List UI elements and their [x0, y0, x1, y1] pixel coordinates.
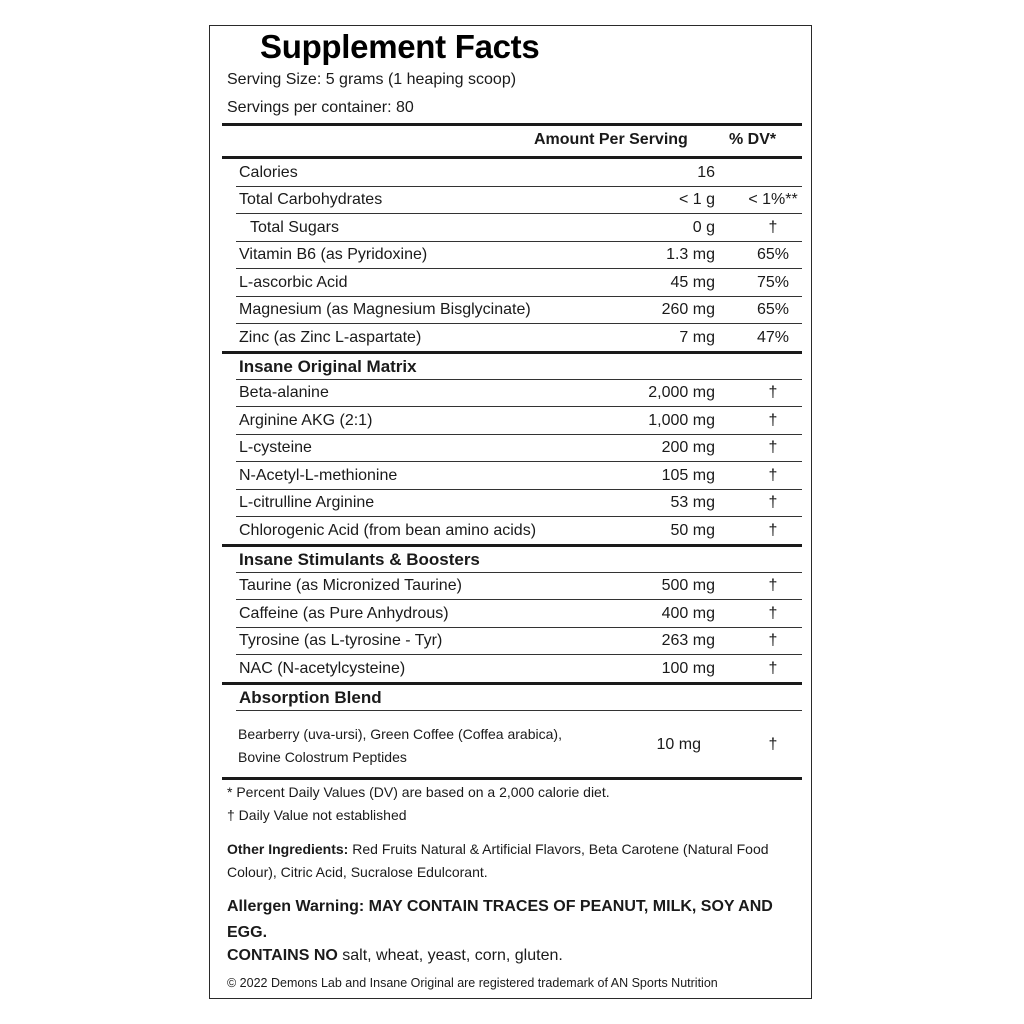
matrix-row	[236, 490, 801, 516]
blend-line-1: Bearberry (uva-ursi), Green Coffee (Coffea arabica),	[238, 726, 562, 742]
section-title-blend: Absorption Blend	[239, 688, 382, 707]
rule-thick-top	[222, 123, 802, 126]
blend-dv: †	[768, 736, 778, 753]
ingredient-amount: 500 mg	[661, 577, 715, 594]
servings-per-container: Servings per container: 80	[227, 99, 414, 116]
section-title-matrix: Insane Original Matrix	[239, 357, 417, 376]
nutrient-dv: 47%	[756, 329, 790, 346]
row-divider	[236, 654, 802, 655]
header-dv: % DV*	[729, 131, 777, 148]
allergen-label: Allergen Warning:	[227, 898, 365, 915]
nutrient-dv: 65%	[756, 246, 790, 263]
stimulant-row	[236, 628, 801, 654]
row-divider	[236, 213, 802, 214]
ingredient-dv: †	[768, 522, 778, 539]
nutrient-amount: 260 mg	[661, 301, 715, 318]
ingredient-name: Beta-alanine	[239, 384, 329, 401]
nutrient-name: Total Carbohydrates	[239, 191, 383, 208]
copyright-notice: © 2022 Demons Lab and Insane Original are registered trademark of AN Sports Nutrition	[227, 976, 718, 990]
ingredient-name: Arginine AKG (2:1)	[239, 412, 373, 429]
blend-line-2: Bovine Colostrum Peptides	[238, 749, 407, 765]
stimulant-row	[236, 573, 801, 599]
matrix-row	[236, 463, 801, 489]
ingredient-amount: 105 mg	[661, 467, 715, 484]
stimulant-row	[236, 601, 801, 627]
row-divider	[236, 323, 802, 324]
ingredient-name: Caffeine (as Pure Anhydrous)	[239, 605, 449, 622]
ingredient-name: Taurine (as Micronized Taurine)	[239, 577, 462, 594]
nutrient-name: Magnesium (as Magnesium Bisglycinate)	[239, 301, 531, 318]
nutrient-amount: 45 mg	[670, 274, 715, 291]
row-divider	[236, 268, 802, 269]
nutrient-amount: 16	[697, 164, 715, 181]
ingredient-name: N-Acetyl-L-methionine	[239, 467, 398, 484]
contains-no-label: CONTAINS NO	[227, 947, 338, 964]
blend-ingredients	[238, 723, 562, 769]
rule-thick-header	[222, 156, 802, 159]
ingredient-dv: †	[768, 660, 778, 677]
nutrient-name: Vitamin B6 (as Pyridoxine)	[239, 246, 428, 263]
nutrient-name: Calories	[239, 164, 298, 181]
row-divider	[236, 516, 802, 517]
other-ingredients-text: Red Fruits Natural & Artificial Flavors, Beta Carotene (Natural Food Colour), Citric Acid, Sucralose Edulcorant.	[227, 841, 769, 880]
ingredient-dv: †	[768, 494, 778, 511]
allergen-warning	[227, 894, 802, 946]
nutrient-row-vitamin-b6	[236, 242, 801, 268]
serving-size: Serving Size: 5 grams (1 heaping scoop)	[227, 71, 517, 88]
footnote-dv: * Percent Daily Values (DV) are based on a 2,000 calorie diet.	[227, 784, 610, 800]
nutrient-row-sugars	[236, 215, 801, 241]
ingredient-dv: †	[768, 384, 778, 401]
nutrient-row-calories	[236, 160, 801, 186]
ingredient-name: L-cysteine	[239, 439, 312, 456]
nutrient-dv: < 1%**	[748, 191, 798, 208]
rule-thick-matrix	[222, 351, 802, 354]
nutrient-dv: 65%	[756, 301, 790, 318]
section-title-stimulants: Insane Stimulants & Boosters	[239, 550, 480, 569]
footnote-dagger: † Daily Value not established	[227, 807, 407, 823]
rule-thick-blend	[222, 682, 802, 685]
nutrient-name: Zinc (as Zinc L-aspartate)	[239, 329, 422, 346]
header-amount: Amount Per Serving	[534, 131, 688, 148]
ingredient-amount: 53 mg	[670, 494, 715, 511]
nutrient-row-ascorbic-acid	[236, 270, 801, 296]
nutrient-row-zinc	[236, 325, 801, 351]
contains-no-text: salt, wheat, yeast, corn, gluten.	[337, 947, 563, 964]
matrix-row	[236, 518, 801, 544]
ingredient-name: Tyrosine (as L-tyrosine - Tyr)	[239, 632, 443, 649]
matrix-row	[236, 380, 801, 406]
ingredient-dv: †	[768, 632, 778, 649]
row-divider	[236, 406, 802, 407]
ingredient-name: NAC (N-acetylcysteine)	[239, 660, 406, 677]
ingredient-dv: †	[768, 467, 778, 484]
nutrient-name: Total Sugars	[250, 219, 339, 236]
nutrient-amount: 0 g	[692, 219, 715, 236]
ingredient-name: Chlorogenic Acid (from bean amino acids)	[239, 522, 537, 539]
other-ingredients	[227, 838, 802, 884]
row-divider	[236, 461, 802, 462]
stimulant-row	[236, 656, 801, 682]
contains-no	[227, 947, 563, 965]
rule-thick-footer	[222, 777, 802, 780]
other-ingredients-label: Other Ingredients:	[227, 841, 349, 857]
ingredient-amount: 200 mg	[661, 439, 715, 456]
nutrient-row-magnesium	[236, 297, 801, 323]
row-divider	[236, 599, 802, 600]
ingredient-amount: 400 mg	[661, 605, 715, 622]
ingredient-amount: 263 mg	[661, 632, 715, 649]
row-divider	[236, 710, 802, 711]
ingredient-amount: 1,000 mg	[648, 412, 715, 429]
ingredient-amount: 50 mg	[670, 522, 715, 539]
nutrient-dv: 75%	[756, 274, 790, 291]
nutrient-amount: 7 mg	[679, 329, 715, 346]
nutrient-dv: †	[768, 219, 778, 236]
nutrient-row-carbohydrates	[236, 187, 801, 213]
nutrient-amount: < 1 g	[678, 191, 715, 208]
ingredient-amount: 100 mg	[661, 660, 715, 677]
supplement-facts-panel	[209, 25, 812, 999]
ingredient-dv: †	[768, 605, 778, 622]
ingredient-dv: †	[768, 439, 778, 456]
rule-thick-stimulants	[222, 544, 802, 547]
panel-title: Supplement Facts	[260, 28, 540, 65]
blend-amount: 10 mg	[656, 736, 701, 753]
allergen-text: MAY CONTAIN TRACES OF PEANUT, MILK, SOY AND EGG.	[227, 898, 773, 941]
matrix-row	[236, 435, 801, 461]
nutrient-name: L-ascorbic Acid	[239, 274, 348, 291]
matrix-row	[236, 408, 801, 434]
ingredient-dv: †	[768, 577, 778, 594]
ingredient-name: L-citrulline Arginine	[239, 494, 375, 511]
ingredient-amount: 2,000 mg	[648, 384, 715, 401]
nutrient-amount: 1.3 mg	[666, 246, 715, 263]
ingredient-dv: †	[768, 412, 778, 429]
